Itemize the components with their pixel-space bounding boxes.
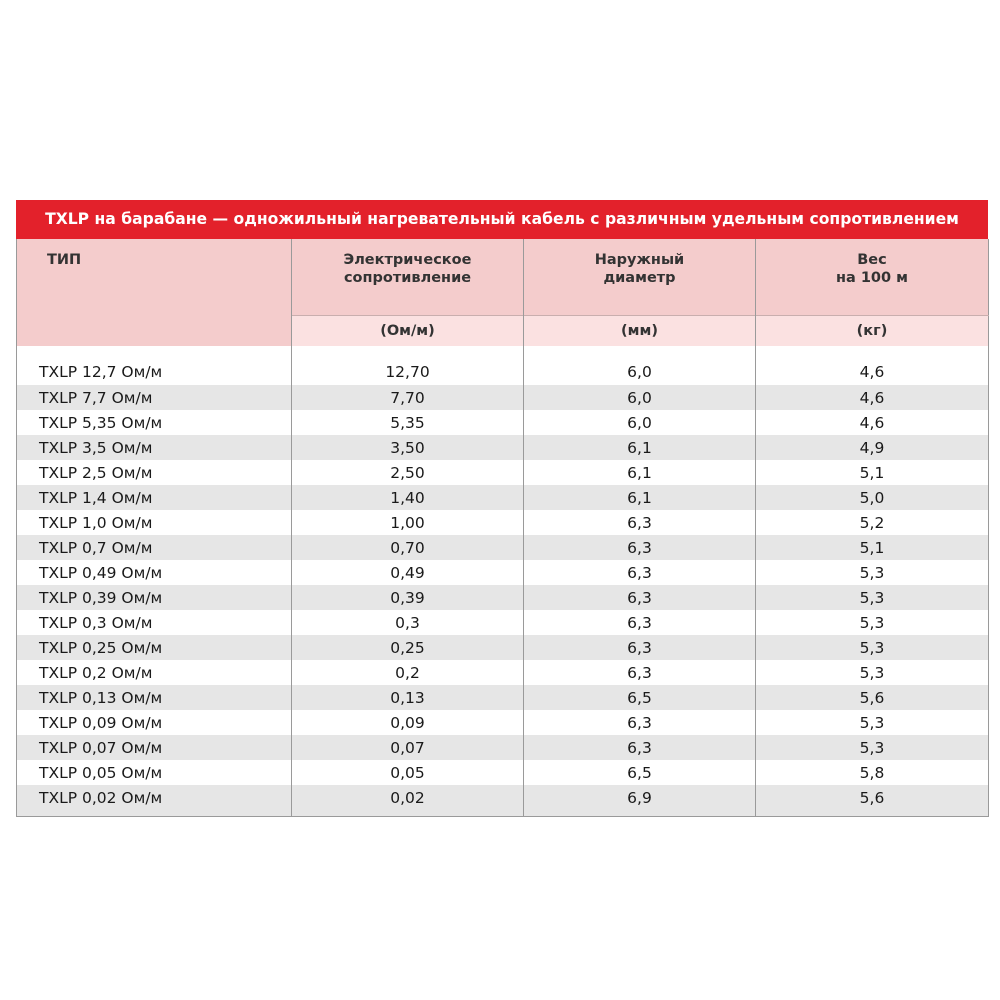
unit-diameter: (мм) <box>524 316 756 347</box>
cell-weight: 5,1 <box>756 535 989 560</box>
table-row <box>17 385 989 410</box>
table-row <box>17 510 989 535</box>
cell-resistance: 0,2 <box>292 660 524 685</box>
cable-spec-table <box>16 239 989 817</box>
table-row <box>17 460 989 485</box>
cell-weight: 5,6 <box>756 685 989 710</box>
table-row <box>17 635 989 660</box>
cell-weight: 5,3 <box>859 713 885 732</box>
cell-weight: 4,6 <box>756 385 989 410</box>
table-row <box>17 610 989 635</box>
cell-type: TXLP 3,5 Ом/м <box>17 435 292 460</box>
header-diameter-line2: диаметр <box>603 270 676 286</box>
table-row <box>17 410 989 435</box>
header-type: ТИП <box>17 239 292 346</box>
cell-type: TXLP 1,4 Ом/м <box>17 485 292 510</box>
unit-weight: (кг) <box>756 316 989 347</box>
cell-diameter: 6,3 <box>524 560 756 585</box>
cell-diameter: 6,0 <box>524 346 756 385</box>
cell-resistance: 0,3 <box>292 610 524 635</box>
cell-diameter: 6,1 <box>524 485 756 510</box>
cell-type: TXLP 0,09 Ом/м <box>17 710 292 735</box>
cell-weight: 5,1 <box>859 463 885 482</box>
cell-resistance: 0,02 <box>292 785 524 817</box>
cell-type: TXLP 0,07 Ом/м <box>17 735 292 760</box>
cell-resistance: 0,25 <box>292 635 524 660</box>
cell-diameter: 6,3 <box>524 510 756 535</box>
cell-resistance: 3,50 <box>292 435 524 460</box>
cell-weight: 5,6 <box>756 785 989 817</box>
cell-type: TXLP 2,5 Ом/м <box>17 460 292 485</box>
cell-weight: 5,8 <box>859 763 885 782</box>
cell-type: TXLP 0,05 Ом/м <box>17 760 292 785</box>
header-row <box>17 239 989 316</box>
cell-resistance: 2,50 <box>292 460 524 485</box>
cell-weight: 5,3 <box>756 585 989 610</box>
cell-diameter: 6,3 <box>524 610 756 635</box>
cell-weight: 5,3 <box>859 613 885 632</box>
cell-weight: 5,3 <box>859 663 885 682</box>
table-row <box>17 760 989 785</box>
table-row <box>17 346 989 385</box>
table-row <box>17 710 989 735</box>
table-row <box>17 735 989 760</box>
header-weight-line1: Вес <box>857 252 887 268</box>
cell-diameter: 6,1 <box>524 460 756 485</box>
table-row <box>17 685 989 710</box>
cell-type: TXLP 0,7 Ом/м <box>17 535 292 560</box>
cell-resistance: 1,40 <box>292 485 524 510</box>
cell-diameter: 6,0 <box>524 410 756 435</box>
cable-spec-table-container <box>16 200 988 817</box>
table-row <box>17 560 989 585</box>
header-resistance <box>292 239 524 316</box>
cell-diameter: 6,3 <box>524 535 756 560</box>
cell-diameter: 6,3 <box>524 635 756 660</box>
unit-resistance: (Ом/м) <box>292 316 524 347</box>
cell-diameter: 6,3 <box>524 660 756 685</box>
cell-diameter: 6,9 <box>524 785 756 817</box>
table-row <box>17 660 989 685</box>
cell-type: TXLP 1,0 Ом/м <box>17 510 292 535</box>
cell-type: TXLP 12,7 Ом/м <box>17 346 292 385</box>
cell-resistance: 0,70 <box>292 535 524 560</box>
cell-resistance: 7,70 <box>292 385 524 410</box>
cell-type: TXLP 0,02 Ом/м <box>17 785 292 817</box>
cell-diameter: 6,3 <box>524 585 756 610</box>
cell-resistance: 5,35 <box>292 410 524 435</box>
cell-resistance: 0,05 <box>292 760 524 785</box>
cell-resistance: 1,00 <box>292 510 524 535</box>
cell-type: TXLP 0,25 Ом/м <box>17 635 292 660</box>
cell-diameter: 6,0 <box>524 385 756 410</box>
header-weight-line2: на 100 м <box>835 270 909 286</box>
cell-weight: 4,6 <box>859 413 885 432</box>
cell-weight: 5,0 <box>756 485 989 510</box>
header-resistance-line1: Электрическое <box>343 252 472 268</box>
cell-type: TXLP 0,13 Ом/м <box>17 685 292 710</box>
cell-weight: 5,2 <box>859 513 885 532</box>
cell-resistance: 0,39 <box>292 585 524 610</box>
cell-type: TXLP 0,39 Ом/м <box>17 585 292 610</box>
cell-type: TXLP 0,2 Ом/м <box>17 660 292 685</box>
cell-type: TXLP 0,3 Ом/м <box>17 610 292 635</box>
cell-type: TXLP 5,35 Ом/м <box>17 410 292 435</box>
cell-weight: 5,3 <box>756 735 989 760</box>
cell-weight: 4,9 <box>756 435 989 460</box>
cell-weight: 4,6 <box>859 362 885 381</box>
table-row <box>17 435 989 460</box>
table-row <box>17 585 989 610</box>
cell-resistance: 0,49 <box>292 560 524 585</box>
cell-resistance: 0,09 <box>292 710 524 735</box>
table-row <box>17 485 989 510</box>
cell-type: TXLP 0,49 Ом/м <box>17 560 292 585</box>
cell-diameter: 6,3 <box>524 710 756 735</box>
cell-diameter: 6,5 <box>524 685 756 710</box>
header-weight <box>756 239 989 316</box>
header-diameter <box>524 239 756 316</box>
cell-weight: 5,3 <box>756 635 989 660</box>
header-resistance-line2: сопротивление <box>343 270 472 286</box>
cell-weight: 5,3 <box>859 563 885 582</box>
cell-diameter: 6,1 <box>524 435 756 460</box>
cell-type: TXLP 7,7 Ом/м <box>17 385 292 410</box>
cell-resistance: 0,07 <box>292 735 524 760</box>
header-diameter-line1: Наружный <box>594 252 685 268</box>
cell-diameter: 6,5 <box>524 760 756 785</box>
cell-diameter: 6,3 <box>524 735 756 760</box>
table-row <box>17 535 989 560</box>
table-row <box>17 785 989 817</box>
table-title-banner: TXLP на барабане — одножильный нагревательный кабель с различным удельным сопротивлением <box>16 200 988 239</box>
cell-resistance: 12,70 <box>292 346 524 385</box>
cell-resistance: 0,13 <box>292 685 524 710</box>
